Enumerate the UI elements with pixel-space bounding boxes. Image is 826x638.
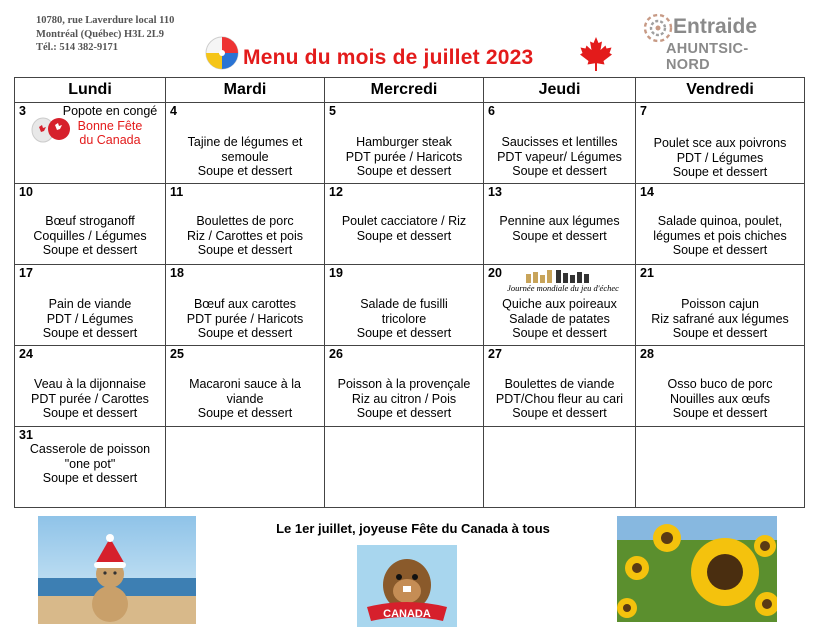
meal-text (636, 136, 804, 180)
day-number: 3 (19, 104, 26, 118)
day-cell (484, 427, 636, 508)
logo-subtitle: AHUNTSIC-NORD (666, 41, 749, 73)
maple-leaf-icon (579, 36, 613, 72)
balloons-icon (29, 117, 79, 147)
meal-line: Soupe et dessert (512, 406, 607, 420)
day-number: 6 (488, 104, 495, 118)
day-cell (325, 103, 484, 184)
meal-line: Pain de viande (48, 297, 132, 311)
day-cell (15, 427, 166, 508)
meal-line: semoule (221, 149, 269, 164)
meal-text (15, 377, 165, 421)
meal-line: Osso buco de porc (667, 377, 773, 391)
meal-line: Bœuf stroganoff (45, 214, 135, 228)
day-number: 21 (640, 266, 654, 280)
meal-line: Veau à la dijonnaise (34, 377, 146, 391)
meal-line: Poulet cacciatore / Riz (341, 214, 467, 228)
footer-message: Le 1er juillet, joyeuse Fête du Canada à tous (276, 521, 550, 536)
title-area (205, 36, 620, 76)
meal-line: Soupe et dessert (356, 228, 452, 243)
day-cell (15, 265, 166, 346)
day-cell (15, 346, 166, 427)
meal-line: Macaroni sauce à la (189, 377, 301, 391)
weekday-header: Jeudi (484, 78, 636, 103)
week-row (15, 103, 805, 184)
meal-text (325, 135, 483, 179)
day-number: 14 (640, 185, 654, 199)
weekday-header: Mardi (166, 78, 325, 103)
meal-text (325, 297, 483, 341)
address-line: 10780, rue Laverdure local 110 (36, 15, 175, 26)
meal-line: PDT vapeur/ Légumes (497, 149, 622, 164)
meal-line: Soupe et dessert (42, 326, 138, 340)
canada-beaver-badge (357, 545, 457, 627)
meal-line: Poisson à la provençale (337, 377, 471, 391)
meal-line: Soupe et dessert (512, 164, 607, 178)
beach-ball-icon (205, 36, 239, 70)
day-number: 19 (329, 266, 343, 280)
meal-line: PDT / Légumes (676, 150, 764, 165)
address-line: Montréal (Québec) H3L 2L9 (36, 28, 165, 40)
day-cell (325, 265, 484, 346)
day-number: 10 (19, 185, 33, 199)
meal-line: Riz au citron / Pois (351, 391, 457, 406)
meal-text (636, 377, 804, 421)
meal-line: Soupe et dessert (197, 406, 293, 420)
meal-line: Boulettes de viande (504, 377, 615, 391)
week-row (15, 427, 805, 508)
meal-line: Poulet sce aux poivrons (653, 136, 787, 150)
meal-text (484, 135, 635, 179)
day-number: 26 (329, 347, 343, 361)
day-cell (636, 346, 805, 427)
meal-line: PDT purée / Haricots (345, 149, 463, 164)
day-number: 20 (488, 266, 502, 280)
day-cell (325, 184, 484, 265)
meal-line: légumes et pois chiches (653, 228, 787, 243)
meal-text (166, 297, 324, 341)
page-title: Menu du mois de juillet 2023 (243, 46, 534, 69)
meal-line: Soupe et dessert (42, 406, 138, 420)
week-row (15, 346, 805, 427)
meal-text (166, 377, 324, 421)
day-number: 25 (170, 347, 184, 361)
meal-line: Bœuf aux carottes (193, 297, 297, 311)
meal-line: PDT / Légumes (46, 311, 134, 326)
day-number: 12 (329, 185, 343, 199)
meal-line: Boulettes de porc (196, 214, 294, 228)
meal-line: PDT purée / Haricots (186, 311, 304, 326)
meal-line: Hamburger steak (356, 135, 452, 149)
meal-line: PDT/Chou fleur au cari (495, 391, 624, 406)
meal-line: Soupe et dessert (356, 164, 452, 178)
day-number: 31 (19, 428, 33, 442)
day-cell (166, 265, 325, 346)
meal-line: Saucisses et lentilles (501, 135, 618, 149)
canada-badge-label: CANADA (383, 608, 431, 620)
meal-line: Soupe et dessert (197, 243, 293, 257)
day-cell (166, 427, 325, 508)
meal-line: Coquilles / Légumes (33, 228, 147, 243)
meal-line: Soupe et dessert (672, 243, 768, 257)
day-number: 27 (488, 347, 502, 361)
meal-text (15, 297, 165, 341)
meal-line: Salade quinoa, poulet, (657, 214, 783, 228)
meal-line: Pennine aux légumes (499, 214, 620, 228)
meal-line: Soupe et dessert (512, 228, 607, 243)
day-cell (166, 346, 325, 427)
meal-line: Popote en congé (62, 104, 158, 118)
meal-line: Soupe et dessert (672, 326, 768, 340)
day-number: 28 (640, 347, 654, 361)
address-block (36, 14, 174, 55)
day-cell (325, 346, 484, 427)
meal-text (325, 214, 483, 243)
meal-line: viande (226, 391, 264, 406)
day-number: 13 (488, 185, 502, 199)
day-number: 5 (329, 104, 336, 118)
meal-line: "one pot" (64, 456, 116, 471)
meal-text (166, 135, 324, 179)
meal-line: Soupe et dessert (42, 471, 138, 485)
meal-line: Poisson cajun (681, 297, 759, 311)
meal-line: Casserole de poisson (29, 442, 151, 456)
day-number: 18 (170, 266, 184, 280)
chess-pieces-icon (524, 268, 590, 284)
day-cell (636, 184, 805, 265)
meal-line: Salade de fusilli (360, 297, 448, 311)
day-cell (636, 265, 805, 346)
meal-text (636, 214, 804, 258)
day-cell (636, 427, 805, 508)
day-number: 7 (640, 104, 647, 118)
holiday-line: du Canada (79, 133, 141, 147)
meal-line: Soupe et dessert (672, 406, 768, 420)
weekday-header: Lundi (15, 78, 166, 103)
meal-line: Soupe et dessert (42, 243, 138, 257)
day-cell (15, 103, 166, 184)
day-cell (484, 103, 636, 184)
holiday-line: Bonne Fête (77, 118, 143, 133)
weekday-header-row (15, 78, 805, 103)
day-number: 17 (19, 266, 33, 280)
menu-calendar (14, 77, 805, 508)
meal-text (484, 377, 635, 421)
day-cell (484, 265, 636, 346)
meal-line: Soupe et dessert (356, 326, 452, 340)
meal-text (325, 377, 483, 421)
meal-line: Quiche aux poireaux (502, 297, 617, 311)
day-number: 24 (19, 347, 33, 361)
day-number: 11 (170, 185, 184, 199)
day-cell (15, 184, 166, 265)
meal-line: tricolore (381, 311, 427, 326)
organization-logo (640, 6, 790, 73)
sand-snowman-photo (38, 516, 196, 624)
day-cell (484, 346, 636, 427)
meal-line: Nouilles aux œufs (669, 391, 771, 406)
meal-text (484, 297, 635, 341)
meal-line: Riz / Carottes et pois (186, 228, 303, 243)
meal-line: Salade de patates (509, 311, 610, 326)
meal-line: Soupe et dessert (512, 326, 607, 340)
meal-line: PDT purée / Carottes (31, 391, 149, 406)
meal-line: Soupe et dessert (197, 164, 293, 178)
day-cell (166, 184, 325, 265)
event-note: Journée mondiale du jeu d'échec (507, 283, 619, 293)
meal-line: Soupe et dessert (197, 326, 293, 340)
meal-text (166, 214, 324, 258)
weekday-header: Vendredi (636, 78, 805, 103)
meal-text (636, 297, 804, 341)
day-cell (636, 103, 805, 184)
day-number: 4 (170, 104, 177, 118)
meal-text (15, 442, 165, 486)
meal-line: Riz safrané aux légumes (651, 311, 789, 326)
meal-text (484, 214, 635, 243)
address-line: Tél.: 514 382-9171 (36, 42, 118, 53)
day-cell (484, 184, 636, 265)
meal-text (15, 214, 165, 258)
meal-line: Soupe et dessert (672, 165, 768, 179)
logo-name: Entraide (673, 15, 758, 38)
meal-line: Tajine de légumes et (187, 135, 303, 149)
week-row (15, 184, 805, 265)
week-row (15, 265, 805, 346)
weekday-header: Mercredi (325, 78, 484, 103)
meal-line: Soupe et dessert (356, 406, 452, 420)
sunflowers-photo (617, 516, 777, 622)
day-cell (166, 103, 325, 184)
day-cell (325, 427, 484, 508)
